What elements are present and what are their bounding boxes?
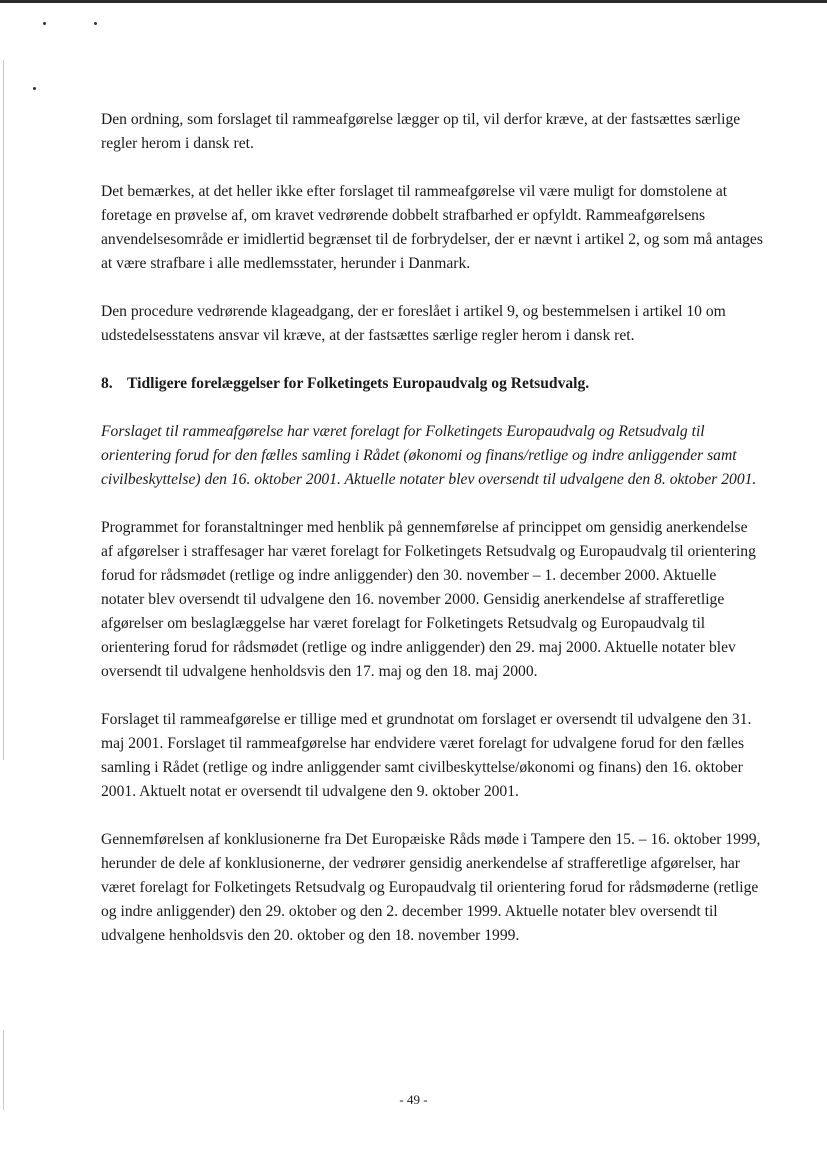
paragraph-ordning: Den ordning, som forslaget til rammeafgørelse lægger op til, vil derfor kræve, at der fastsættes særlige regler herom i dansk ret.: [101, 111, 741, 152]
document-body: [101, 108, 763, 972]
top-scan-border: [0, 0, 827, 3]
paragraph-klageadgang: Den procedure vedrørende klageadgang, der er foreslået i artikel 9, og bestemmelsen i artikel 10 om udstedelsesstatens ansvar vil kræve, at der fastsættes særlige regler herom i dansk ret.: [101, 303, 726, 344]
paragraph-tampere: Gennemførelsen af konklusionerne fra Det Europæiske Råds møde i Tampere den 15. – 16. oktober 1999, herunder de dele af konklusionerne, der vedrører gensidig anerkendelse af strafferetlige afgørelser, har været forelagt for Folketingets Retsudvalg og Europaudvalg til orientering forud for rådsmøderne (retlige og indre anliggender) den 29. oktober og den 2. december 1999. Aktuelle notater blev oversendt til udvalgene henholdsvis den 20. oktober og den 18. november 1999.: [101, 831, 761, 944]
paragraph-intro-italic: Forslaget til rammeafgørelse har været forelagt for Folketingets Europaudvalg og Retsudvalg til orientering forud for den fælles samling i Rådet (økonomi og finans/retlige og indre anliggender samt civilbeskyttelse) den 16. oktober 2001. Aktuelle notater blev oversendt til udvalgene den 8. oktober 2001.: [101, 423, 757, 488]
paragraph-programme: Programmet for foranstaltninger med henblik på gennemførelse af princippet om gensidig anerkendelse af afgørelser i straffesager har været forelagt for Folketingets Retsudvalg og Europaudvalg til orientering forud for rådsmødet (retlige og indre anliggender) den 30. november – 1. december 2000. Aktuelle notater blev oversendt til udvalgene den 16. november 2000. Gensidig anerkendelse af strafferetlige afgørelser om beslaglæggelse har været forelagt for Folketingets Retsudvalg og Europaudvalg til orientering forud for rådsmødet (retlige og indre anliggender) den 29. maj 2000. Aktuelle notater blev oversendt til udvalgene henholdsvis den 17. maj og den 18. maj 2000.: [101, 519, 756, 680]
page-number: - 49 -: [399, 1092, 428, 1107]
scan-speck: [43, 22, 46, 25]
scan-speck: [33, 87, 36, 90]
scan-speck: [94, 22, 97, 25]
paragraph-bemaerkes: Det bemærkes, at det heller ikke efter forslaget til rammeafgørelse vil være muligt for domstolene at foretage en prøvelse af, om kravet vedrørende dobbelt strafbarhed er opfyldt. Rammeafgørelsens anvendelsesområde er imidlertid begrænset til de forbrydelser, der er nævnt i artikel 2, og som må antages at være strafbare i alle medlemsstater, herunder i Danmark.: [101, 183, 763, 272]
left-scan-edge: [3, 60, 4, 760]
section-title: Tidligere forelæggelser for Folketingets Europaudvalg og Retsudvalg.: [127, 375, 590, 392]
paragraph-grundnotat: Forslaget til rammeafgørelse er tillige med et grundnotat om forslaget er oversendt til udvalgene den 31. maj 2001. Forslaget til rammeafgørelse har endvidere været forelagt for udvalgene forud for den fælles samling i Rådet (retlige og indre anliggender samt civilbeskyttelse/økonomi og finans) den 16. oktober 2001. Aktuelt notat er oversendt til udvalgene den 9. oktober 2001.: [101, 711, 752, 800]
section-number: 8.: [101, 375, 113, 392]
section-heading: [101, 372, 763, 396]
